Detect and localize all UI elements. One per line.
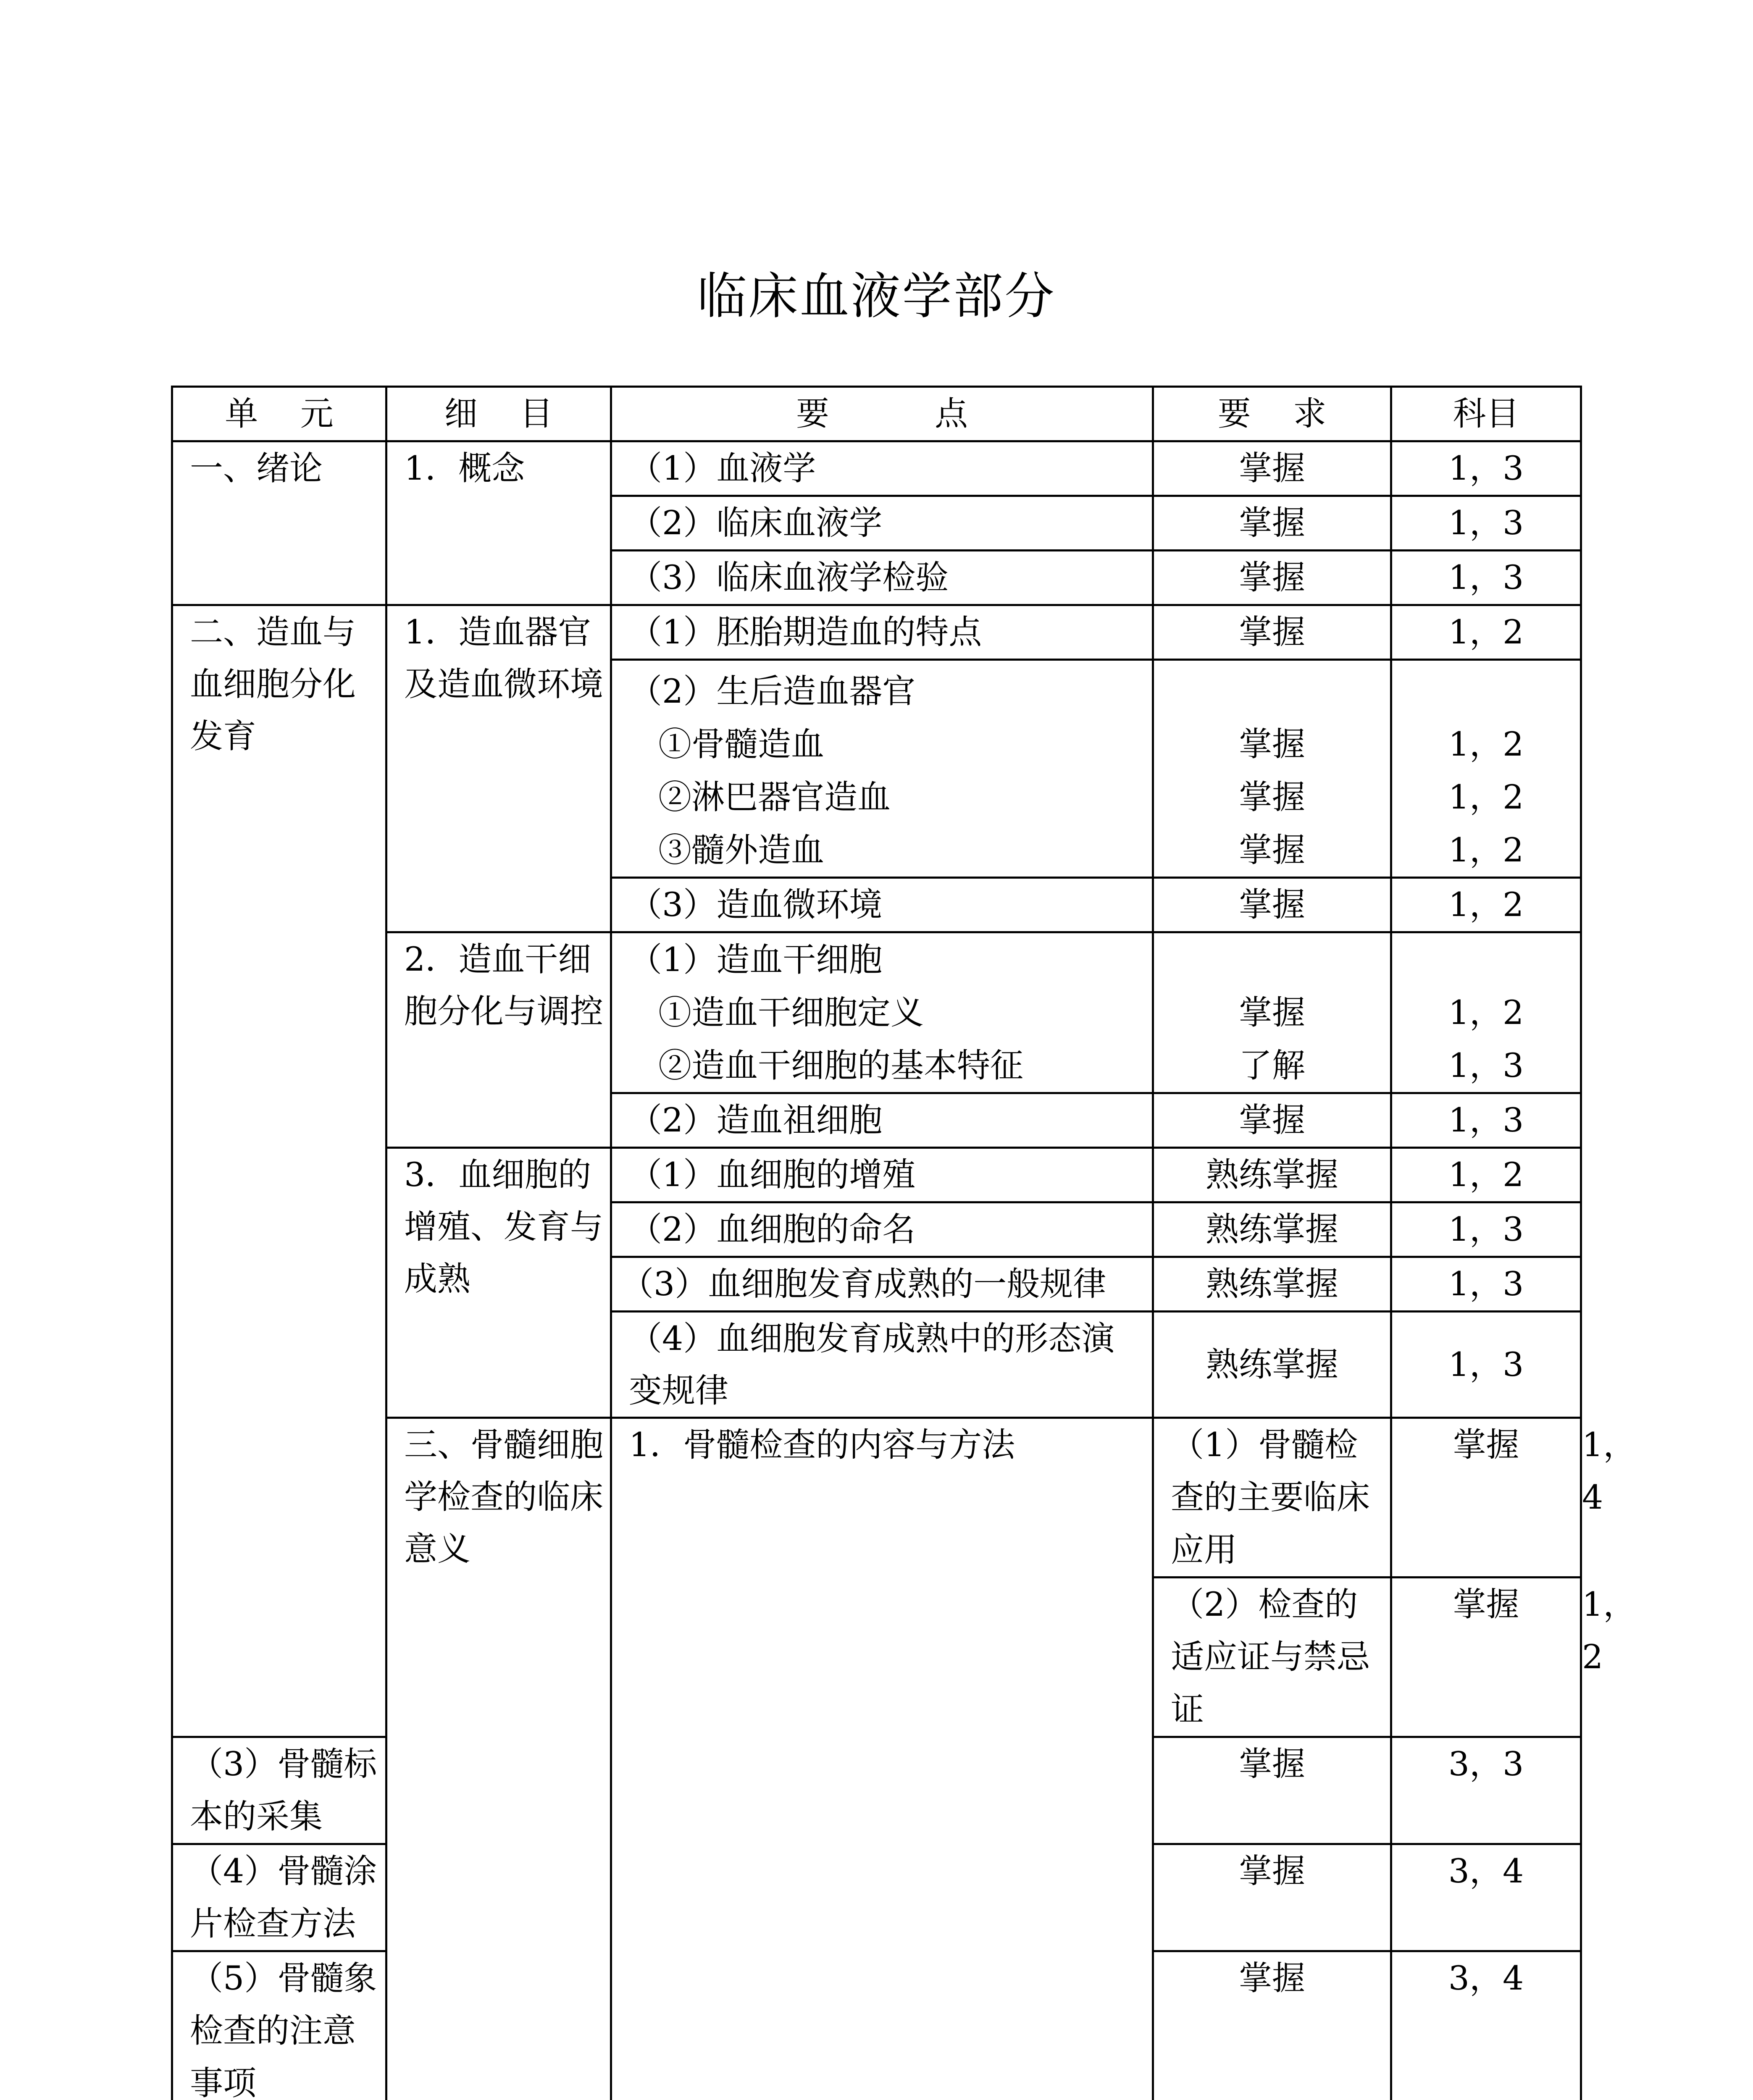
point-cell: （2）检查的适应证与禁忌证 bbox=[1153, 1578, 1391, 1737]
syllabus-table bbox=[171, 386, 1637, 2100]
requirement-cell: 掌握 bbox=[1391, 1418, 1581, 1578]
subject-cell: 3，4 bbox=[1391, 1844, 1581, 1951]
unit-label: 一、绪论 bbox=[190, 449, 323, 488]
subject-value: 1，2 bbox=[1448, 993, 1524, 1032]
point-cell bbox=[611, 660, 1153, 878]
point-cell: （4）骨髓涂片检查方法 bbox=[172, 1844, 386, 1951]
requirement-value: 掌握 bbox=[1239, 778, 1305, 816]
point-cell: （1）血液学 bbox=[611, 441, 1153, 496]
point-cell: （1）血细胞的增殖 bbox=[611, 1148, 1153, 1202]
item-label: 1．概念 bbox=[404, 449, 525, 488]
header-point: 要 点 bbox=[611, 387, 1153, 441]
subject-cell: 1，3 bbox=[1391, 441, 1581, 496]
point-heading: （2）生后造血器官 bbox=[629, 672, 916, 711]
subject-cell: 1，3 bbox=[1391, 1257, 1581, 1312]
subject-cell bbox=[1391, 932, 1581, 1093]
item-label: 1．造血器官及造血微环境 bbox=[404, 613, 603, 704]
table-row: （2）检查的适应证与禁忌证 掌握 1，2 bbox=[172, 1578, 1581, 1737]
subject-cell: 1，3 bbox=[1391, 1202, 1581, 1257]
subject-cell: 1，3 bbox=[1391, 496, 1581, 551]
page-title: 临床血液学部分 bbox=[697, 267, 1056, 325]
point-cell: （1）骨髓检查的主要临床应用 bbox=[1153, 1418, 1391, 1578]
requirement-cell: 掌握 bbox=[1153, 496, 1391, 551]
item-cell bbox=[386, 1148, 611, 1418]
table-row bbox=[172, 605, 1581, 660]
point-cell: （2）造血祖细胞 bbox=[611, 1093, 1153, 1148]
requirement-value: 掌握 bbox=[1239, 831, 1305, 869]
subject-value: 1，3 bbox=[1448, 1046, 1524, 1085]
unit-label: 二、造血与血细胞分化发育 bbox=[190, 613, 356, 756]
item-cell bbox=[386, 441, 611, 605]
subject-cell: 3，3 bbox=[1391, 1737, 1581, 1844]
requirement-cell: 熟练掌握 bbox=[1153, 1202, 1391, 1257]
requirement-cell: 掌握 bbox=[1153, 1844, 1391, 1951]
point-cell: （2）血细胞的命名 bbox=[611, 1202, 1153, 1257]
subject-cell: 1，3 bbox=[1391, 1093, 1581, 1148]
point-cell: （1）胚胎期造血的特点 bbox=[611, 605, 1153, 660]
requirement-value: 了解 bbox=[1239, 1046, 1305, 1085]
requirement-cell: 掌握 bbox=[1153, 441, 1391, 496]
sub-point: ②淋巴器官造血 bbox=[658, 778, 891, 816]
requirement-cell: 熟练掌握 bbox=[1153, 1312, 1391, 1418]
item-label: 2．造血干细胞分化与调控 bbox=[404, 940, 603, 1031]
unit-label: 三、骨髓细胞学检查的临床意义 bbox=[404, 1425, 603, 1568]
subject-cell bbox=[1391, 660, 1581, 878]
subject-cell: 1，2 bbox=[1391, 878, 1581, 932]
point-cell: （3）血细胞发育成熟的一般规律 bbox=[611, 1257, 1153, 1312]
blank-line bbox=[1154, 933, 1390, 986]
point-cell bbox=[611, 932, 1153, 1093]
blank-line bbox=[1154, 665, 1390, 718]
requirement-cell: 掌握 bbox=[1153, 1951, 1391, 2100]
subject-value: 1，2 bbox=[1448, 778, 1524, 816]
point-text: （4）血细胞发育成熟中的形态演变规律 bbox=[629, 1319, 1115, 1410]
sub-point: ③髓外造血 bbox=[658, 831, 824, 869]
header-unit: 单 元 bbox=[172, 387, 386, 441]
unit-cell bbox=[172, 605, 386, 1737]
point-cell: （3）造血微环境 bbox=[611, 878, 1153, 932]
sub-point: ②造血干细胞的基本特征 bbox=[658, 1046, 1023, 1085]
requirement-cell: 掌握 bbox=[1153, 605, 1391, 660]
unit-cell bbox=[172, 441, 386, 605]
subject-cell: 1，2 bbox=[1391, 605, 1581, 660]
item-cell bbox=[611, 1418, 1153, 2100]
unit-cell bbox=[386, 1418, 611, 2100]
sub-point: ①骨髓造血 bbox=[658, 725, 824, 764]
subject-cell: 1，3 bbox=[1391, 1312, 1581, 1418]
requirement-cell: 熟练掌握 bbox=[1153, 1148, 1391, 1202]
point-cell: （5）骨髓象检查的注意事项 bbox=[172, 1951, 386, 2100]
header-requirement: 要 求 bbox=[1153, 387, 1391, 441]
item-cell bbox=[386, 932, 611, 1148]
header-subject: 科目 bbox=[1391, 387, 1581, 441]
requirement-cell: 熟练掌握 bbox=[1153, 1257, 1391, 1312]
item-label: 1．骨髓检查的内容与方法 bbox=[629, 1425, 1015, 1464]
requirement-value: 掌握 bbox=[1239, 725, 1305, 764]
blank-line bbox=[1392, 665, 1580, 718]
header-item: 细 目 bbox=[386, 387, 611, 441]
requirement-cell: 掌握 bbox=[1391, 1578, 1581, 1737]
requirement-cell: 掌握 bbox=[1153, 1093, 1391, 1148]
subject-cell: 3，4 bbox=[1391, 1951, 1581, 2100]
table-header-row bbox=[172, 387, 1581, 441]
blank-line bbox=[1392, 933, 1580, 986]
point-cell: （2）临床血液学 bbox=[611, 496, 1153, 551]
subject-value: 1，2 bbox=[1448, 831, 1524, 869]
subject-cell: 1，2 bbox=[1391, 1148, 1581, 1202]
point-heading: （1）造血干细胞 bbox=[629, 940, 883, 979]
requirement-cell: 掌握 bbox=[1153, 1737, 1391, 1844]
sub-point: ①造血干细胞定义 bbox=[658, 993, 924, 1032]
point-cell bbox=[611, 1312, 1153, 1418]
requirement-cell bbox=[1153, 660, 1391, 878]
subject-value: 1，2 bbox=[1448, 725, 1524, 764]
table-row bbox=[172, 441, 1581, 496]
item-label: 3．血细胞的增殖、发育与成熟 bbox=[404, 1155, 603, 1298]
requirement-cell bbox=[1153, 932, 1391, 1093]
item-cell bbox=[386, 605, 611, 932]
table-row: 三、骨髓细胞学检查的临床意义 1．骨髓检查的内容与方法 （1）骨髓检查的主要临床应用 掌握 1，4 bbox=[172, 1418, 1581, 1578]
point-cell: （3）骨髓标本的采集 bbox=[172, 1737, 386, 1844]
point-cell: （3）临床血液学检验 bbox=[611, 551, 1153, 605]
subject-cell: 1，3 bbox=[1391, 551, 1581, 605]
requirement-cell: 掌握 bbox=[1153, 878, 1391, 932]
requirement-value: 掌握 bbox=[1239, 993, 1305, 1032]
requirement-cell: 掌握 bbox=[1153, 551, 1391, 605]
